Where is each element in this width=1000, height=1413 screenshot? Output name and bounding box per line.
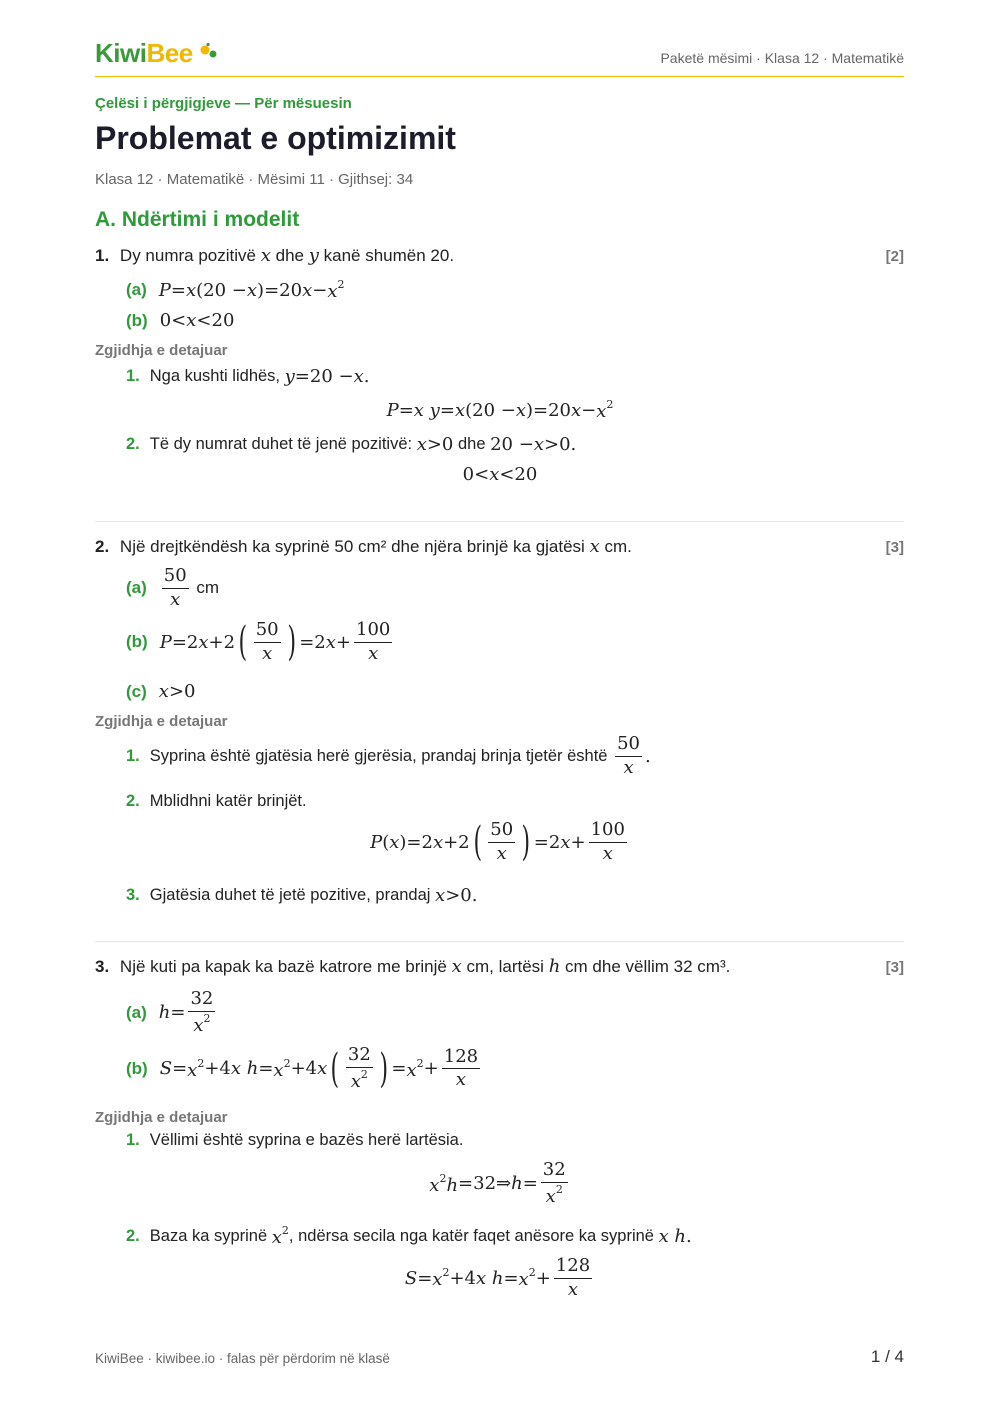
detailed-solution-label: Zgjidhja e detajuar: [95, 1109, 228, 1126]
step-text: Gjatësia duhet të jetë pozitive, prandaj: [149, 886, 431, 904]
question-3: 3. Një kuti pa kapak ka bazë katrore me brinjë x cm, lartësi h cm dhe vëllim 32 cm³.: [95, 956, 731, 977]
part-label: (b): [126, 1058, 148, 1078]
solution-step: 2. Të dy numrat duhet të jenë pozitivë: x >0 dhe 20 − x >0.: [126, 434, 577, 455]
step-text: dhe: [457, 435, 486, 453]
solution-step: 3. Gjatësia duhet të jetë pozitive, prandaj x >0.: [126, 885, 478, 906]
page-subtitle: Klasa 12 · Matematikë · Mësimi 11 · Gjithsej: 34: [95, 171, 414, 188]
section-heading: A. Ndërtimi i modelit: [95, 208, 300, 231]
document-meta: Paketë mësimi · Klasa 12 · Matematikë: [660, 50, 904, 66]
page-number: 1 / 4: [870, 1347, 904, 1366]
question-text: cm.: [604, 537, 632, 556]
question-text: Një kuti pa kapak ka bazë katrore me brinjë: [119, 957, 447, 976]
part-label: (b): [126, 632, 148, 652]
display-equation: 0< x <20: [462, 464, 538, 485]
detailed-solution-label: Zgjidhja e detajuar: [95, 713, 228, 730]
solution-step: [126, 792, 307, 811]
brand-kiwi: Kiwi: [95, 38, 147, 68]
step-number: 1.: [126, 1131, 140, 1149]
answer-key-label: Çelësi i përgjigjeve — Për mësuesin: [95, 95, 352, 112]
solution-step: [126, 1131, 463, 1150]
question-divider: [95, 521, 904, 522]
step-text: Nga kushti lidhës,: [149, 367, 281, 385]
part-label: (a): [126, 1002, 147, 1022]
step-text: , ndërsa secila nga katër faqet anësore ka syprinë: [288, 1226, 654, 1245]
step-number: 3.: [126, 886, 140, 904]
footer-text: KiwiBee · kiwibee.io · falas për përdorim në klasë: [95, 1351, 390, 1366]
answer-part-a: (a) P = x (20 − x )=20 x − $x^2$: [126, 278, 345, 302]
detailed-solution-label: Zgjidhja e detajuar: [95, 342, 228, 359]
page-title: Problemat e optimizimit: [95, 120, 456, 156]
answer-part-a: (a) h = $\frac{32}{x^2}$: [126, 988, 214, 1036]
question-1: 1. Dy numra pozitivë x dhe y kanë shumën 20.: [95, 245, 455, 266]
step-text: Të dy numrat duhet të jenë pozitivë:: [149, 435, 413, 453]
question-text: kanë shumën 20.: [323, 246, 455, 265]
step-number: 2.: [126, 792, 140, 810]
step-number: 1.: [126, 367, 140, 385]
step-text: Baza ka syprinë: [149, 1226, 268, 1245]
question-text: cm, lartësi: [466, 957, 544, 976]
step-text: Syprina është gjatësia herë gjerësia, prandaj brinja tjetër është: [149, 746, 608, 765]
question-text: dhe: [275, 246, 304, 265]
question-number: 2.: [95, 537, 110, 556]
question-number: 3.: [95, 957, 110, 976]
question-text: cm dhe vëllim 32 cm³.: [565, 957, 731, 976]
part-label: (a): [126, 280, 147, 299]
answer-part-b: (b) S = $x^2$ +4 x h = $x^2$ +4 x ( $\frac{32}{x^2}$ ) = $x^2$ + $\frac{128}{x}$: [126, 1044, 479, 1092]
answer-part-a: (a) $\frac{50}{x}$ cm: [126, 565, 220, 610]
solution-step: 1. Nga kushti lidhës, y =20 − x .: [126, 366, 370, 387]
marks-badge: [3]: [885, 539, 904, 556]
solution-step: 2. Baza ka syprinë $x^2$ , ndërsa secila nga katër faqet anësore ka syprinë x h .: [126, 1224, 692, 1248]
part-label: (c): [126, 681, 147, 701]
marks-badge: [3]: [885, 959, 904, 976]
bee-dots-icon: [199, 42, 219, 62]
display-equation: S = $x^2$ +4 x h = $x^2$ + $\frac{128}{x}$: [404, 1255, 591, 1300]
brand-bee: Bee: [146, 38, 193, 68]
solution-step: 1. Syprina është gjatësia herë gjerësia, prandaj brinja tjetër është $\frac{50}{x}$ .: [126, 733, 651, 778]
step-text: Vëllimi është syprina e bazës herë lartësia.: [149, 1131, 464, 1149]
step-number: 1.: [126, 746, 140, 765]
part-label: (b): [126, 310, 148, 330]
header-rule: [95, 76, 904, 77]
part-label: (a): [126, 578, 147, 598]
display-equation: P = x y = x (20 − x )=20 x − $x^2$: [386, 398, 614, 422]
answer-part-c: (c) x >0: [126, 681, 196, 702]
unit-label: cm: [196, 578, 220, 598]
question-divider: [95, 941, 904, 942]
answer-part-b: (b) 0< x <20: [126, 310, 235, 331]
answer-part-b: (b) P =2 x +2 ( $\frac{50}{x}$ ) =2 x + $\frac{100}{x}$: [126, 619, 391, 666]
step-text: Mblidhni katër brinjët.: [149, 792, 307, 810]
question-text: Dy numra pozitivë: [119, 246, 256, 265]
display-equation: $x^2h$ =32⇒ h = $\frac{32}{x^2}$: [429, 1159, 566, 1207]
question-2: 2. Një drejtkëndësh ka syprinë 50 cm² dhe njëra brinjë ka gjatësi x cm.: [95, 536, 632, 557]
question-number: 1.: [95, 246, 110, 265]
marks-badge: [2]: [885, 248, 904, 265]
brand-logo: [95, 38, 193, 69]
question-text: Një drejtkëndësh ka syprinë 50 cm² dhe njëra brinjë ka gjatësi: [119, 537, 585, 556]
step-number: 2.: [126, 435, 140, 453]
step-number: 2.: [126, 1226, 140, 1245]
display-equation: P ( x )=2 x +2 ( $\frac{50}{x}$ ) =2 x + $\frac{100}{x}$: [370, 819, 625, 866]
